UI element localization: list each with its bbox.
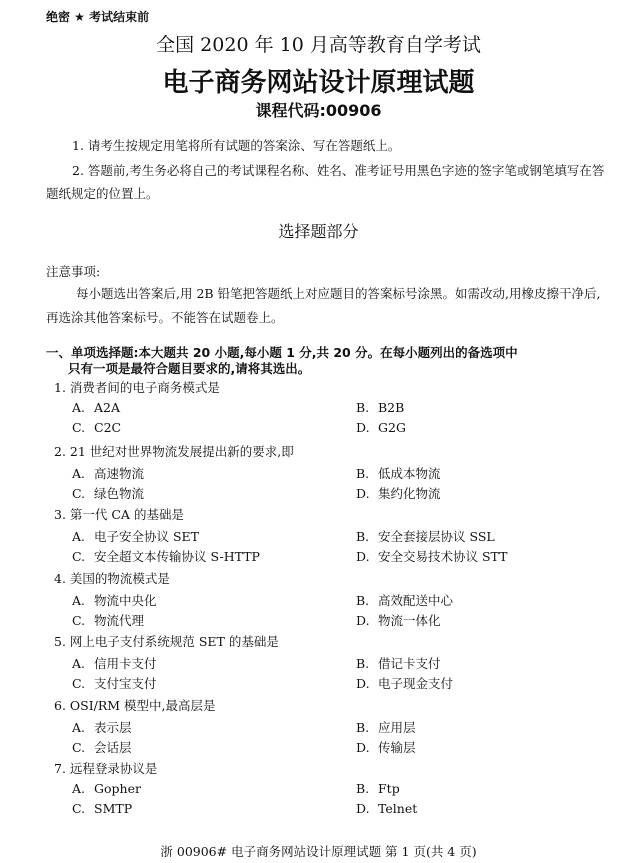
question-stem: 6. OSI/RM 模型中,最高层是	[54, 697, 216, 713]
option	[72, 464, 144, 482]
option-text: 物流中央化	[94, 592, 157, 608]
option-text: 电子安全协议 SET	[94, 529, 199, 544]
instruction-2: 2. 答题前,考生务必将自己的考试课程名称、姓名、准考证号用黑色字迹的签字笔或钢笔填写在答题纸规定的位置上。	[46, 163, 605, 201]
option-text: 安全超文本传输协议 S-HTTP	[94, 549, 260, 564]
option	[356, 738, 416, 756]
option-letter: B.	[356, 656, 370, 671]
option-letter: A.	[72, 656, 86, 671]
option-letter: B.	[356, 781, 370, 796]
page-footer: 浙 00906# 电子商务网站设计原理试题 第 1 页(共 4 页)	[160, 844, 477, 859]
option-letter: A.	[72, 400, 86, 415]
option	[356, 611, 441, 629]
option-text: 借记卡支付	[378, 656, 441, 671]
option-text: 物流一体化	[378, 612, 441, 628]
part-heading	[46, 345, 606, 377]
question-stem: 7. 远程登录协议是	[54, 761, 158, 776]
option	[72, 547, 260, 565]
question-stem: 3. 第一代 CA 的基础是	[54, 507, 184, 522]
option-text: Ftp	[378, 781, 400, 796]
section-title: 选择题部分	[278, 222, 359, 241]
option-text: 安全套接层协议 SSL	[378, 529, 495, 544]
option	[356, 591, 453, 609]
option-letter: C.	[72, 420, 86, 435]
option-letter: C.	[72, 801, 86, 816]
option-letter: A.	[72, 529, 86, 544]
option	[356, 547, 507, 565]
option-text: 传输层	[378, 739, 416, 755]
option-text: 物流代理	[94, 612, 145, 628]
option	[356, 420, 406, 435]
option-text: 表示层	[94, 719, 132, 735]
option-letter: D.	[356, 801, 370, 816]
subject-title: 电子商务网站设计原理试题	[162, 68, 475, 98]
option	[72, 611, 144, 629]
option-text: 支付宝支付	[94, 676, 157, 691]
option-text: A2A	[94, 400, 121, 415]
option-text: 安全交易技术协议 STT	[378, 549, 508, 564]
question-stem: 1. 消费者间的电子商务模式是	[54, 380, 220, 395]
option-letter: D.	[356, 549, 370, 564]
option-text: C2C	[94, 420, 122, 435]
instruction-1: 1. 请考生按规定用笔将所有试题的答案涂、写在答题纸上。	[72, 138, 401, 153]
option-letter: A.	[72, 781, 86, 796]
option-letter: B.	[356, 465, 370, 481]
question-stem: 5. 网上电子支付系统规范 SET 的基础是	[54, 634, 279, 649]
option-text: G2G	[378, 420, 406, 435]
option	[356, 400, 404, 415]
option-letter: C.	[72, 739, 86, 755]
option-letter: B.	[356, 719, 370, 735]
option	[356, 801, 417, 816]
option	[356, 527, 495, 545]
option-text: Gopher	[94, 781, 141, 796]
option-letter: C.	[72, 549, 86, 564]
option-text: 集约化物流	[378, 485, 441, 501]
option-letter: D.	[356, 739, 370, 755]
option	[356, 484, 441, 502]
question-stem: 4. 美国的物流模式是	[54, 570, 170, 586]
option-text: 会话层	[94, 739, 132, 755]
question-stem: 2. 21 世纪对世界物流发展提出新的要求,即	[54, 443, 294, 459]
option-text: Telnet	[378, 801, 418, 816]
exam-title: 全国 2020 年 10 月高等教育自学考试	[156, 34, 481, 56]
option-text: 应用层	[378, 719, 416, 735]
option	[72, 420, 121, 435]
part-heading-line1: 一、单项选择题:本大题共 20 小题,每小题 1 分,共 20 分。在每小题列出的备选项中	[46, 345, 518, 360]
option	[356, 718, 416, 736]
part-heading-line2: 只有一项是最符合题目要求的,请将其选出。	[68, 361, 311, 376]
option-letter: C.	[72, 485, 86, 501]
option-letter: D.	[356, 612, 370, 628]
option-text: 低成本物流	[378, 465, 441, 481]
option-text: 绿色物流	[94, 485, 145, 501]
option-letter: A.	[72, 719, 86, 735]
option	[356, 464, 441, 482]
option-text: 高速物流	[94, 465, 145, 481]
course-code: 课程代码:00906	[255, 101, 382, 120]
option-text: SMTP	[94, 801, 133, 816]
option	[72, 591, 157, 609]
option-text: 信用卡支付	[94, 656, 157, 671]
attention-body: 每小题选出答案后,用 2B 铅笔把答题纸上对应题目的答案标号涂黑。如需改动,用橡皮擦干净后,再选涂其他答案标号。不能答在试题卷上。	[46, 286, 601, 325]
option	[72, 674, 157, 692]
option-letter: D.	[356, 420, 370, 435]
option	[72, 718, 132, 736]
option	[72, 781, 141, 796]
attention-heading: 注意事项:	[46, 264, 101, 279]
option-letter: D.	[356, 676, 370, 691]
option-text: 高效配送中心	[378, 592, 454, 608]
option-letter: D.	[356, 485, 370, 501]
option	[356, 654, 441, 672]
option-letter: A.	[72, 592, 86, 608]
option	[72, 527, 199, 545]
option-text: 电子现金支付	[378, 676, 454, 691]
option	[72, 400, 120, 415]
secret-label: 绝密 ★ 考试结束前	[46, 10, 150, 24]
option	[356, 674, 453, 692]
option-letter: B.	[356, 400, 370, 415]
option-letter: B.	[356, 592, 370, 608]
option	[72, 801, 132, 816]
option	[72, 484, 144, 502]
option	[72, 654, 157, 672]
option-letter: B.	[356, 529, 370, 544]
option-letter: C.	[72, 676, 86, 691]
option	[356, 781, 400, 796]
option	[72, 738, 132, 756]
option-letter: C.	[72, 612, 86, 628]
option-letter: A.	[72, 465, 86, 481]
option-text: B2B	[378, 400, 405, 415]
